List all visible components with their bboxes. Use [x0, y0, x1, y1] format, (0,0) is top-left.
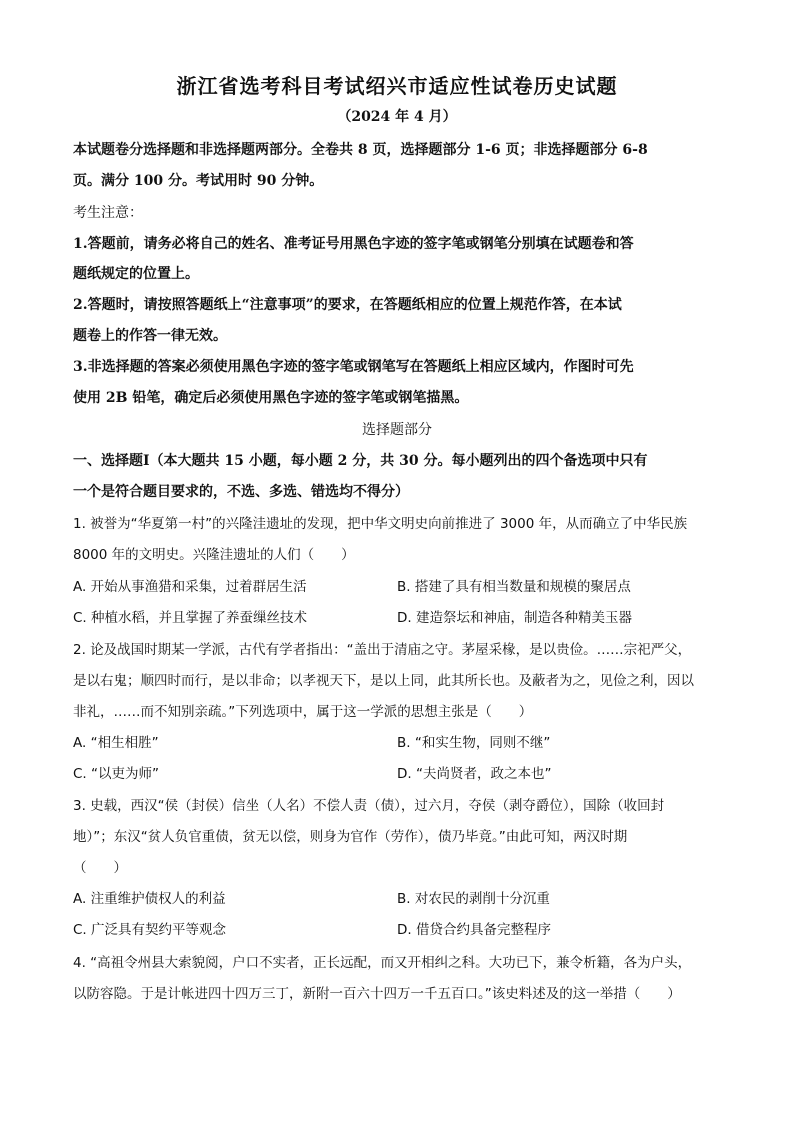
- question-2-option-c: C. “以吏为师”: [73, 766, 159, 782]
- question-3-text: 地）”；东汉“贫人负官重债，贫无以偿，则身为官作（劳作），债乃毕竟。”由此可知，两汉时期: [73, 829, 628, 845]
- question-3-option-b: B. 对农民的剥削十分沉重: [397, 891, 550, 907]
- question-1-text: 1. 被誉为“华夏第一村”的兴隆洼遗址的发现，把中华文明史向前推进了 3000 年，从而确立了中华民族: [73, 516, 688, 532]
- question-1-option-d: D. 建造祭坛和神庙，制造各种精美玉器: [397, 610, 632, 626]
- intro-line: 本试题卷分选择题和非选择题两部分。全卷共 8 页，选择题部分 1-6 页；非选择题部分 6-8: [73, 142, 648, 158]
- question-2-text: 非礼，……而不知别亲疏。”下列选项中，属于这一学派的思想主张是（ ）: [73, 704, 533, 720]
- question-2-option-a: A. “相生相胜”: [73, 735, 159, 751]
- question-3-option-c: C. 广泛具有契约平等观念: [73, 922, 227, 938]
- question-2-option-d: D. “夫尚贤者，政之本也”: [397, 766, 552, 782]
- notice-heading: 考生注意：: [73, 205, 143, 221]
- notice-item-2: 2.答题时，请按照答题纸上“注意事项”的要求，在答题纸相应的位置上规范作答，在本试: [73, 297, 622, 313]
- question-3-option-d: D. 借贷合约具备完整程序: [397, 922, 551, 938]
- question-3-option-a: A. 注重维护债权人的利益: [73, 891, 226, 907]
- notice-item-1-cont: 题纸规定的位置上。: [73, 266, 199, 282]
- intro-line: 页。满分 100 分。考试用时 90 分钟。: [73, 173, 324, 189]
- question-2-text: 2. 论及战国时期某一学派，古代有学者指出：“盖出于清庙之守。茅屋采椽，是以贵俭。……宗祀严父，: [73, 642, 692, 658]
- notice-item-2-cont: 题卷上的作答一律无效。: [73, 328, 227, 344]
- question-4-text: 4. “高祖令州县大索貌阅，户口不实者，正长远配，而又开相纠之科。大功已下，兼令析籍，各为户头，: [73, 955, 692, 971]
- notice-item-3-cont: 使用 2B 铅笔，确定后必须使用黑色字迹的签字笔或钢笔描黑。: [73, 390, 469, 406]
- notice-item-3: 3.非选择题的答案必须使用黑色字迹的签字笔或钢笔写在答题纸上相应区域内，作图时可先: [73, 359, 634, 375]
- question-1-option-a: A. 开始从事渔猎和采集，过着群居生活: [73, 579, 307, 595]
- question-2-option-b: B. “和实生物，同则不继”: [397, 735, 551, 751]
- exam-title: 浙江省选考科目考试绍兴市适应性试卷历史试题: [176, 74, 618, 98]
- question-1-option-b: B. 搭建了具有相当数量和规模的聚居点: [397, 579, 631, 595]
- question-1-text: 8000 年的文明史。兴隆洼遗址的人们（ ）: [73, 547, 355, 563]
- question-3-text: （ ）: [73, 860, 127, 876]
- question-1-option-c: C. 种植水稻，并且掌握了养蚕缫丝技术: [73, 610, 308, 626]
- section-title: 选择题部分: [362, 422, 432, 438]
- question-4-text: 以防容隐。于是计帐进四十四万三丁，新附一百六十四万一千五百口。”该史料述及的这一举措（ ）: [73, 986, 681, 1002]
- notice-item-1: 1.答题前，请务必将自己的姓名、准考证号用黑色字迹的签字笔或钢笔分别填在试题卷和答: [73, 236, 634, 252]
- exam-date: （2024 年 4 月）: [337, 109, 457, 125]
- question-3-text: 3. 史载，西汉“侯（封侯）信坐（人名）不偿人责（债），过六月，夺侯（剥夺爵位），国除（收回封: [73, 798, 665, 814]
- question-2-text: 是以右鬼；顺四时而行，是以非命；以孝视天下，是以上同，此其所长也。及蔽者为之，见俭之利，因以: [73, 673, 694, 689]
- part1-instructions-cont: 一个是符合题目要求的，不选、多选、错选均不得分）: [73, 484, 409, 500]
- part1-instructions: 一、选择题Ⅰ（本大题共 15 小题，每小题 2 分，共 30 分。每小题列出的四个备选项中只有: [73, 453, 648, 469]
